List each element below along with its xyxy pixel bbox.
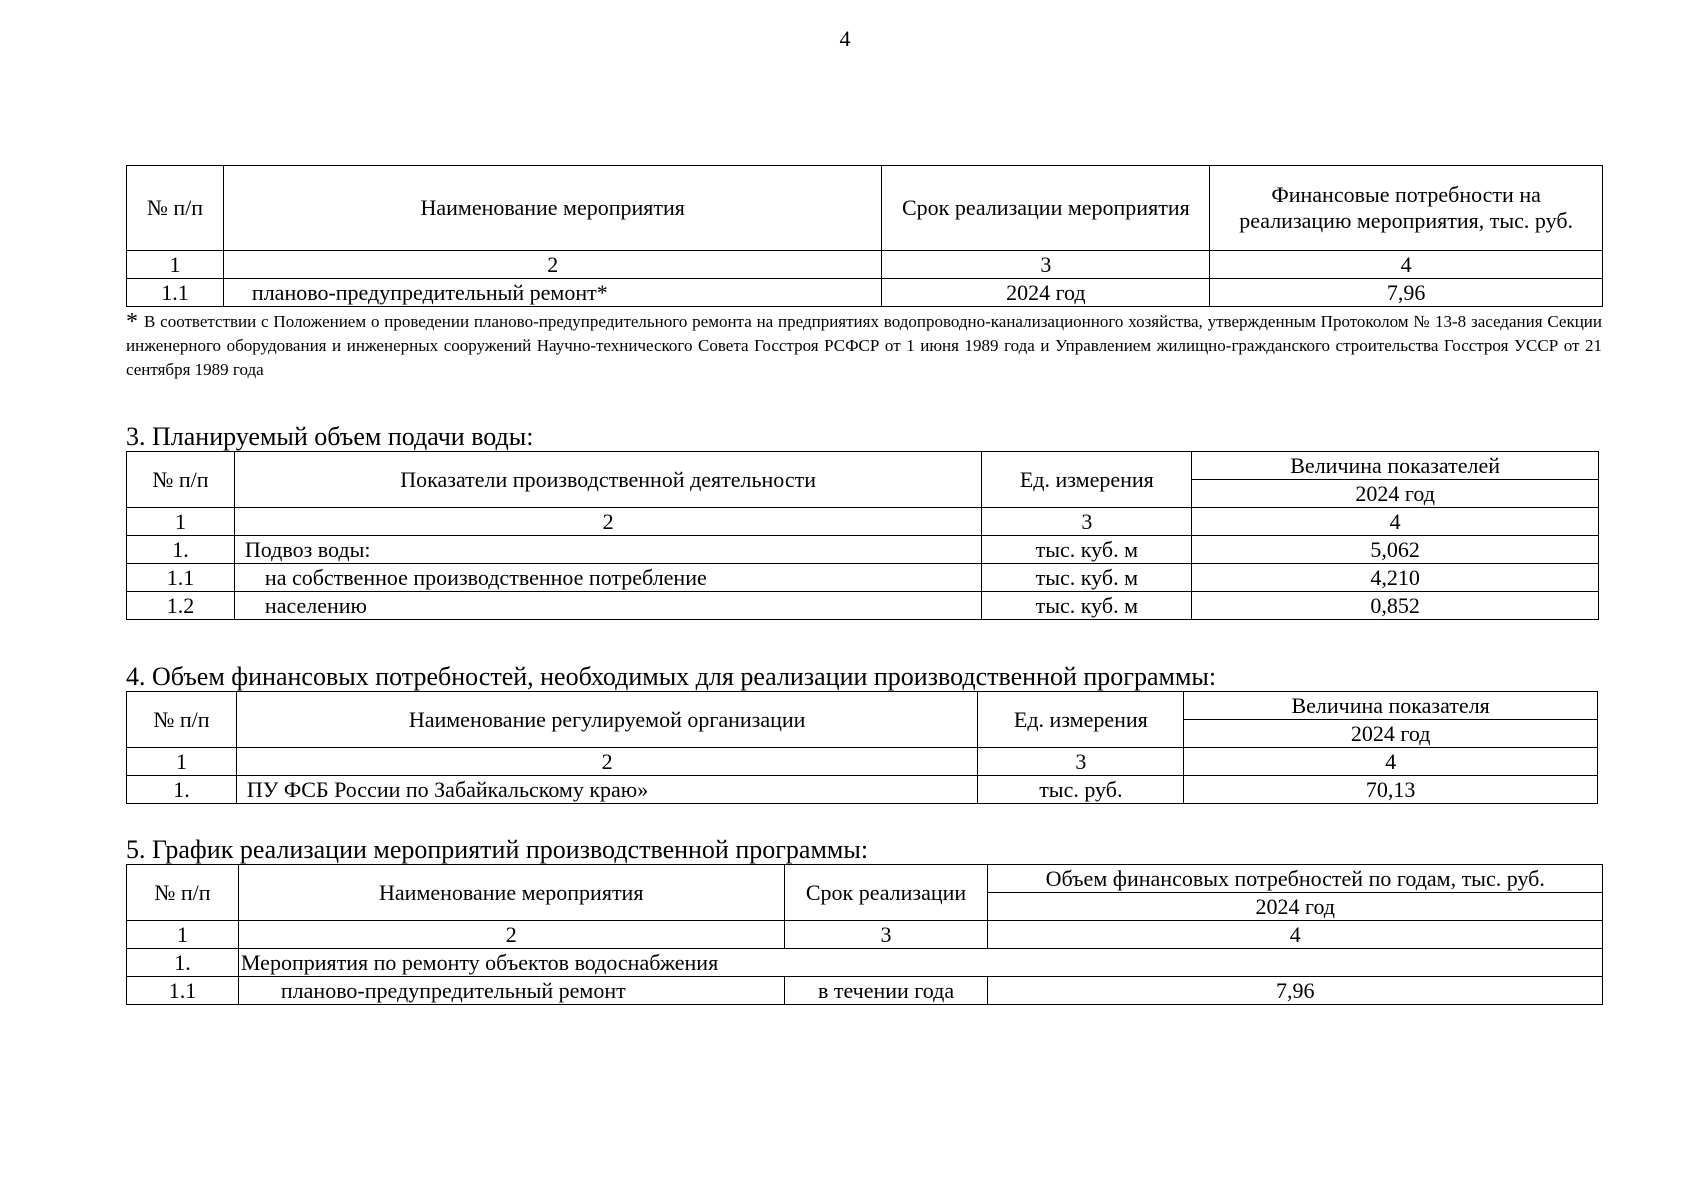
row-term: 2024 год [882, 279, 1210, 307]
row-name: населению [234, 592, 981, 620]
col-number: 1 [127, 921, 239, 949]
column-numbers-row [127, 508, 1599, 536]
header-finance: Финансовые потребности на реализацию мероприятия, тыс. руб. [1210, 166, 1603, 251]
col-number: 1 [127, 748, 237, 776]
header-num: № п/п [127, 865, 239, 921]
row-name: на собственное производственное потребление [234, 564, 981, 592]
group-row [127, 949, 1603, 977]
table-row [127, 977, 1603, 1005]
row-name: планово-предупредительный ремонт* [223, 279, 882, 307]
header-num: № п/п [127, 452, 235, 508]
row-name: Подвоз воды: [234, 536, 981, 564]
row-unit: тыс. куб. м [982, 536, 1192, 564]
row-value: 0,852 [1192, 592, 1599, 620]
group-name: Мероприятия по ремонту объектов водоснабжения [238, 949, 1602, 977]
table-row [127, 776, 1598, 804]
row-num: 1.1 [127, 279, 224, 307]
header-year: 2024 год [1184, 720, 1598, 748]
col-number: 4 [1210, 251, 1603, 279]
col-number: 4 [988, 921, 1603, 949]
row-unit: тыс. куб. м [982, 564, 1192, 592]
header-value: Величина показателя [1184, 692, 1598, 720]
column-numbers-row [127, 748, 1598, 776]
section-3-title: 3. Планируемый объем подачи воды: [126, 422, 534, 451]
col-number: 1 [127, 251, 224, 279]
header-num: № п/п [127, 692, 237, 748]
table-header-row [127, 692, 1598, 720]
table-header-row [127, 452, 1599, 480]
col-number: 2 [236, 748, 977, 776]
header-term: Срок реализации [784, 865, 988, 921]
footnote [126, 310, 1602, 382]
col-number: 3 [982, 508, 1192, 536]
table-row [127, 592, 1599, 620]
table-header-row [127, 865, 1603, 893]
header-name: Показатели производственной деятельности [234, 452, 981, 508]
row-num: 1. [127, 776, 237, 804]
section-5-title: 5. График реализации мероприятий производственной программы: [126, 835, 869, 864]
row-unit: тыс. руб. [978, 776, 1184, 804]
col-number: 3 [882, 251, 1210, 279]
row-num: 1. [127, 536, 235, 564]
row-unit: тыс. куб. м [982, 592, 1192, 620]
row-value: 70,13 [1184, 776, 1598, 804]
row-value: 7,96 [988, 977, 1603, 1005]
row-num: 1.2 [127, 592, 235, 620]
header-year: 2024 год [988, 893, 1603, 921]
table-header-row [127, 166, 1603, 251]
row-value: 5,062 [1192, 536, 1599, 564]
table-row [127, 564, 1599, 592]
col-number: 2 [238, 921, 784, 949]
column-numbers-row [127, 251, 1603, 279]
row-name: планово-предупредительный ремонт [238, 977, 784, 1005]
col-number: 4 [1192, 508, 1599, 536]
col-number: 1 [127, 508, 235, 536]
col-number: 2 [234, 508, 981, 536]
page-number: 4 [839, 26, 851, 51]
section-4-title: 4. Объем финансовых потребностей, необходимых для реализации производственной программы: [126, 662, 1217, 691]
header-name: Наименование мероприятия [238, 865, 784, 921]
schedule-table [126, 864, 1603, 1005]
footnote-star: * [126, 309, 138, 335]
col-number: 4 [1184, 748, 1598, 776]
header-num: № п/п [127, 166, 224, 251]
header-name: Наименование регулируемой организации [236, 692, 977, 748]
footnote-text: В соответствии с Положением о проведении планово-предупредительного ремонта на предприятиях водопроводно-канализационного хозяйства, утвержденным Протоколом № 13-8 заседания Секции инженерного оборудования и инженерных сооружений Научно-технического Совета Госстроя РСФСР от 1 июня 1989 года и Управлением жилищно-гражданского строительства Госстроя УССР от 21 сентября 1989 года [126, 312, 1602, 379]
row-term: в течении года [784, 977, 988, 1005]
table-row [127, 536, 1599, 564]
row-value: 7,96 [1210, 279, 1603, 307]
column-numbers-row [127, 921, 1603, 949]
row-value: 4,210 [1192, 564, 1599, 592]
header-name: Наименование мероприятия [223, 166, 882, 251]
table-row [127, 279, 1603, 307]
col-number: 2 [223, 251, 882, 279]
header-value: Величина показателей [1192, 452, 1599, 480]
header-year: 2024 год [1192, 480, 1599, 508]
row-num: 1.1 [127, 977, 239, 1005]
header-unit: Ед. измерения [978, 692, 1184, 748]
row-name: ПУ ФСБ России по Забайкальскому краю» [236, 776, 977, 804]
col-number: 3 [978, 748, 1184, 776]
header-term: Срок реализации мероприятия [882, 166, 1210, 251]
col-number: 3 [784, 921, 988, 949]
measures-table [126, 165, 1603, 307]
header-value: Объем финансовых потребностей по годам, тыс. руб. [988, 865, 1603, 893]
header-unit: Ед. измерения [982, 452, 1192, 508]
row-num: 1.1 [127, 564, 235, 592]
group-num: 1. [127, 949, 239, 977]
water-supply-table [126, 451, 1599, 620]
finance-needs-table [126, 691, 1598, 804]
